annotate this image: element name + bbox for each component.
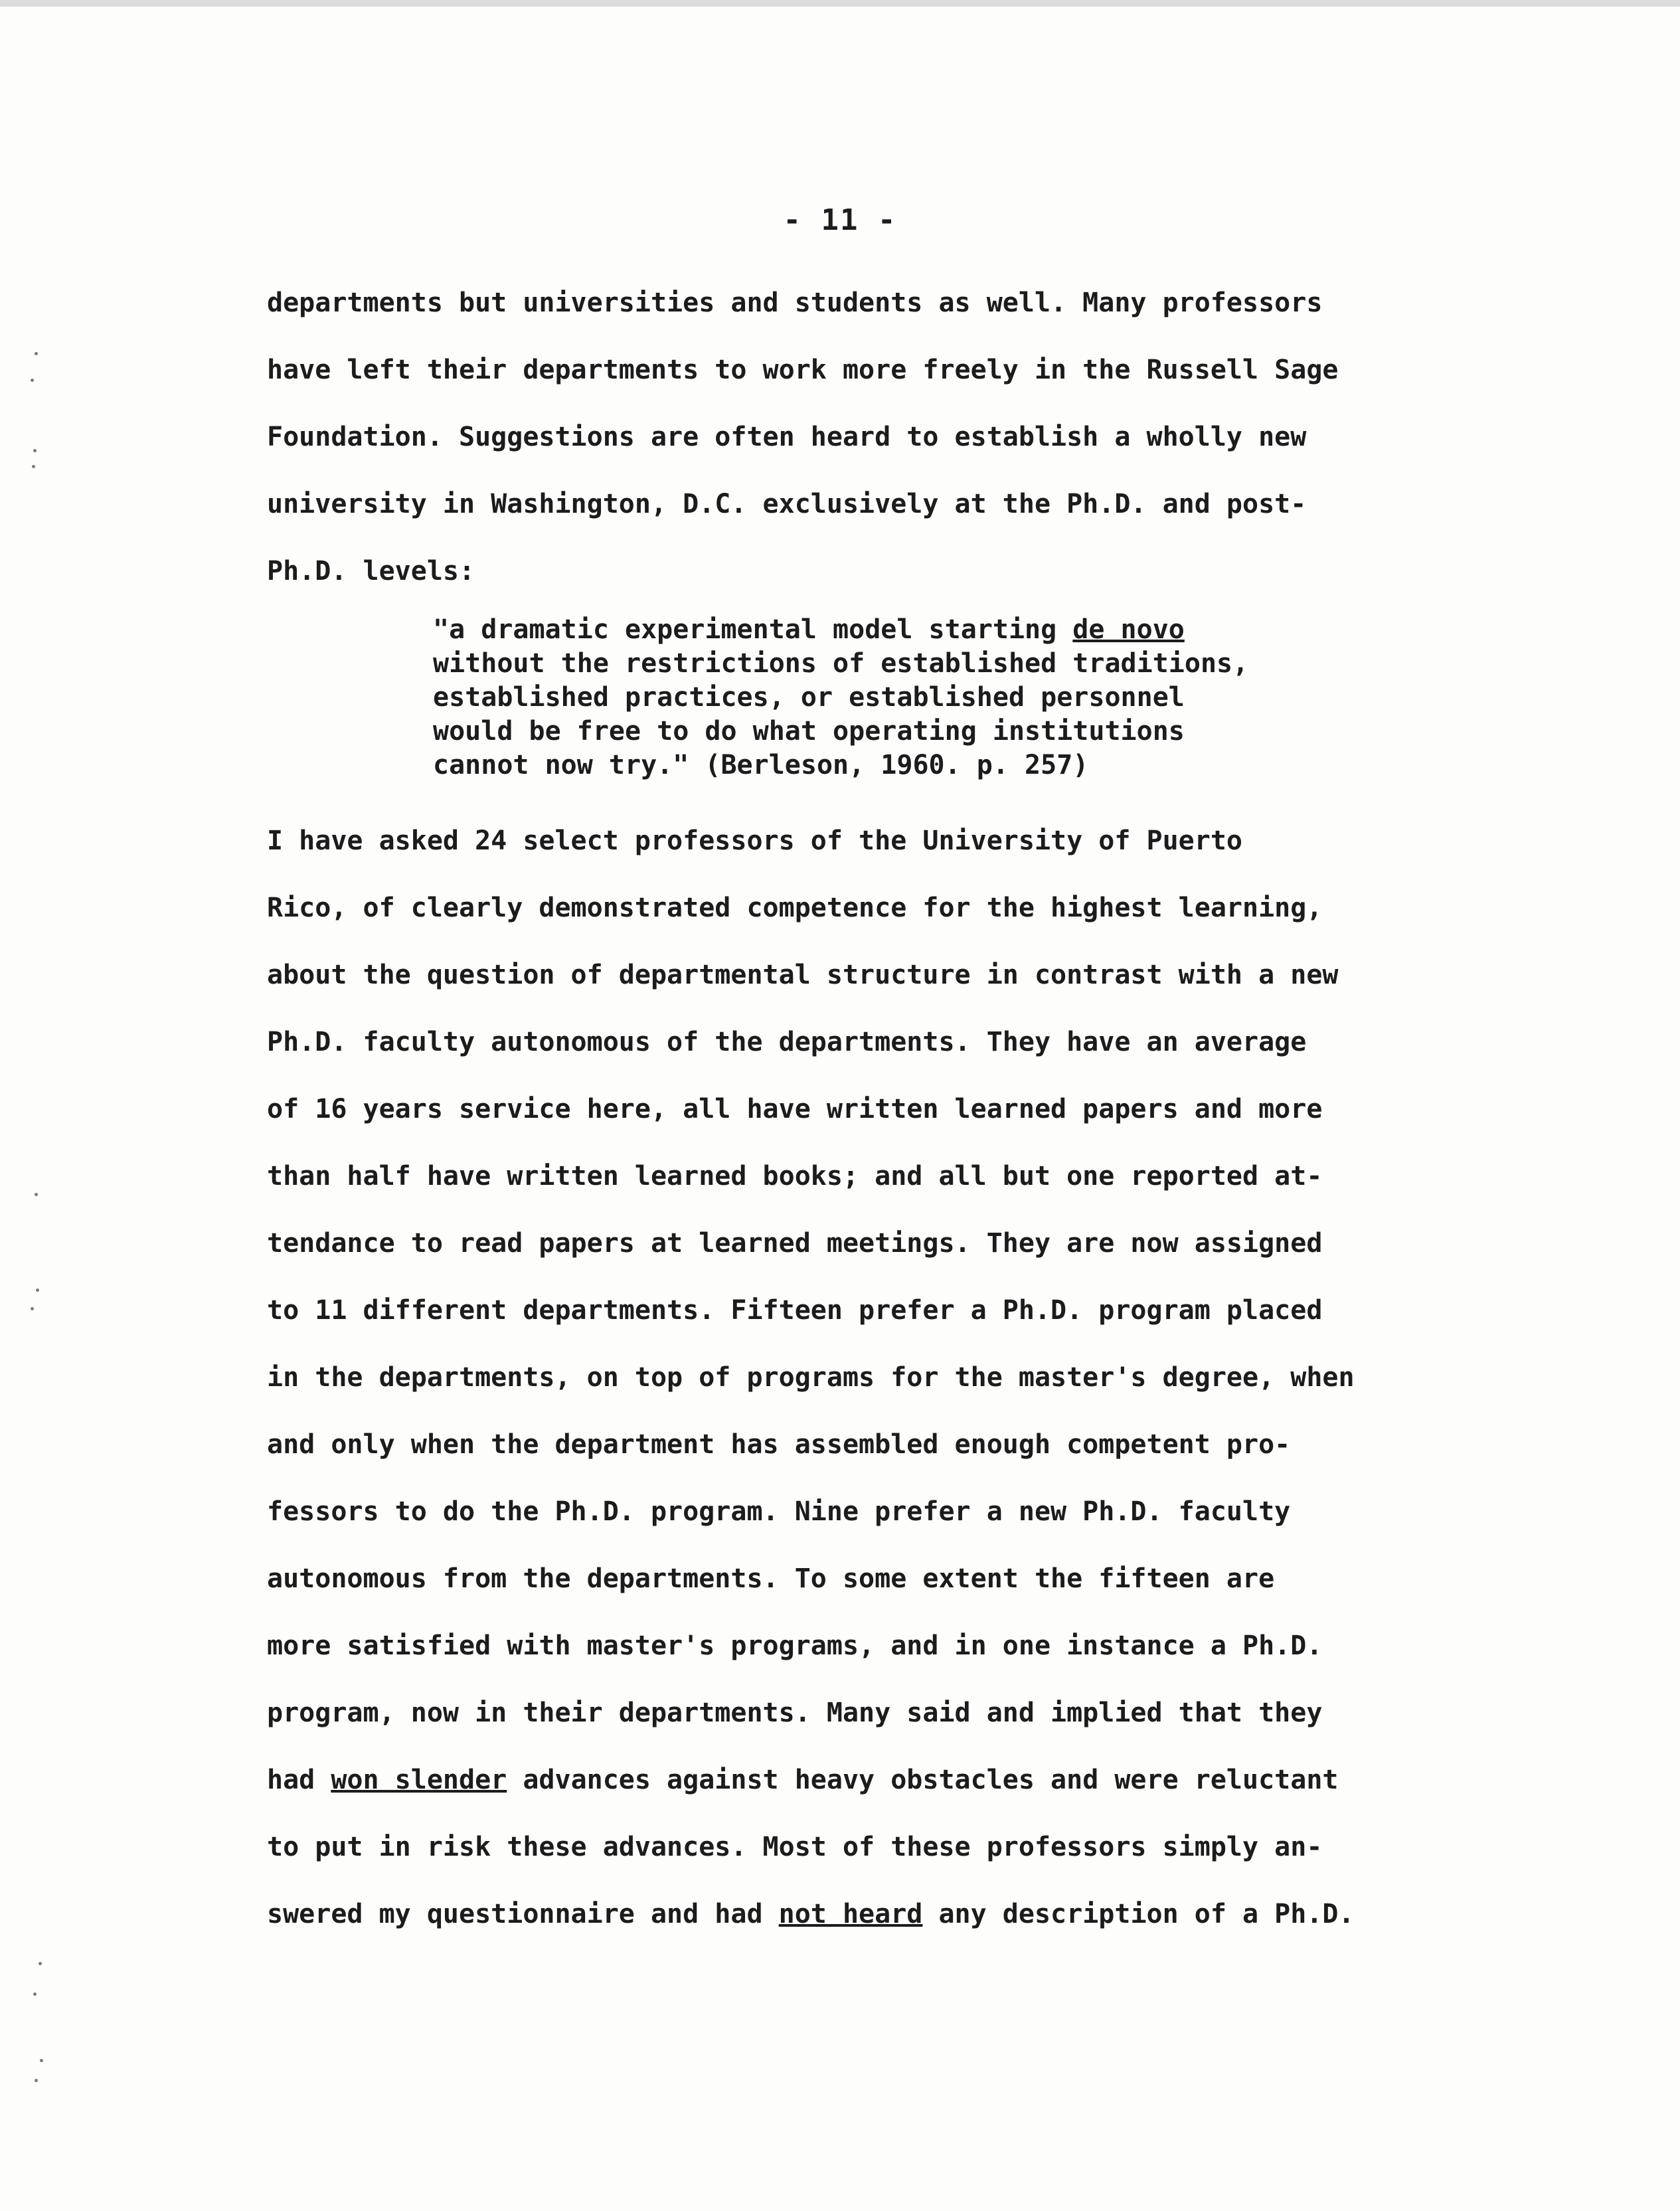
text-line: have left their departments to work more freely in the Russell Sage [267, 355, 1339, 385]
text-line: autonomous from the departments. To some extent the fifteen are [267, 1563, 1275, 1594]
scan-speck [39, 1962, 42, 1965]
scan-speck [32, 465, 35, 468]
scan-top-edge [0, 0, 1680, 7]
line-text: had [267, 1765, 331, 1795]
text-line: Foundation. Suggestions are often heard to establish a wholly new [267, 422, 1307, 452]
scan-speck [33, 1992, 37, 1996]
line-text: any description of a Ph.D. [922, 1899, 1355, 1929]
text-line: I have asked 24 select professors of the University of Puerto [267, 826, 1243, 856]
paragraph-1 [267, 270, 1409, 605]
text-line: about the question of departmental structure in contrast with a new [267, 960, 1339, 990]
quote-line: established practices, or established personnel [433, 682, 1185, 713]
text-line: departments but universities and students as well. Many professors [267, 288, 1323, 318]
line-text: swered my questionnaire and had [267, 1899, 779, 1929]
text-line: Ph.D. levels: [267, 556, 475, 586]
scan-speck [36, 1288, 39, 1292]
underlined-phrase: not heard [778, 1899, 923, 1929]
underlined-phrase: won slender [331, 1765, 507, 1795]
text-line: fessors to do the Ph.D. program. Nine prefer a new Ph.D. faculty [267, 1496, 1291, 1527]
text-line: to put in risk these advances. Most of these professors simply an- [267, 1832, 1323, 1862]
paragraph-2 [267, 808, 1409, 1948]
text-line: of 16 years service here, all have written learned papers and more [267, 1094, 1323, 1124]
quote-line-text: "a dramatic experimental model starting [433, 614, 1073, 645]
text-line: Rico, of clearly demonstrated competence for the highest learning, [267, 893, 1323, 923]
quote-line [433, 613, 1363, 647]
text-line: tendance to read papers at learned meetings. They are now assigned [267, 1228, 1323, 1259]
page-number: - 11 - [783, 203, 897, 237]
text-line [267, 1881, 1409, 1948]
quote-line: would be free to do what operating institutions [433, 716, 1185, 747]
scan-speck [35, 352, 38, 355]
text-line: to 11 different departments. Fifteen prefer a Ph.D. program placed [267, 1295, 1323, 1326]
line-text: advances against heavy obstacles and were reluctant [507, 1765, 1339, 1795]
scan-speck [31, 379, 34, 382]
text-line: in the departments, on top of programs for the master's degree, when [267, 1362, 1355, 1393]
text-line: and only when the department has assembled enough competent pro- [267, 1429, 1291, 1460]
text-line: program, now in their departments. Many said and implied that they [267, 1698, 1323, 1728]
scan-speck [35, 1193, 38, 1196]
underlined-phrase: de novo [1072, 614, 1185, 645]
text-line [267, 1747, 1409, 1814]
scan-speck [33, 449, 37, 452]
text-line: Ph.D. faculty autonomous of the departments. They have an average [267, 1027, 1307, 1057]
text-line: university in Washington, D.C. exclusively at the Ph.D. and post- [267, 489, 1307, 519]
quote-line: without the restrictions of established traditions, [433, 648, 1249, 679]
text-line: more satisfied with master's programs, and in one instance a Ph.D. [267, 1631, 1323, 1661]
scan-speck [35, 2079, 38, 2082]
block-quote [433, 613, 1363, 782]
scan-speck [40, 2059, 43, 2062]
quote-line: cannot now try." (Berleson, 1960. p. 257) [433, 750, 1089, 780]
scan-speck [31, 1307, 34, 1310]
text-line: than half have written learned books; and all but one reported at- [267, 1161, 1323, 1192]
